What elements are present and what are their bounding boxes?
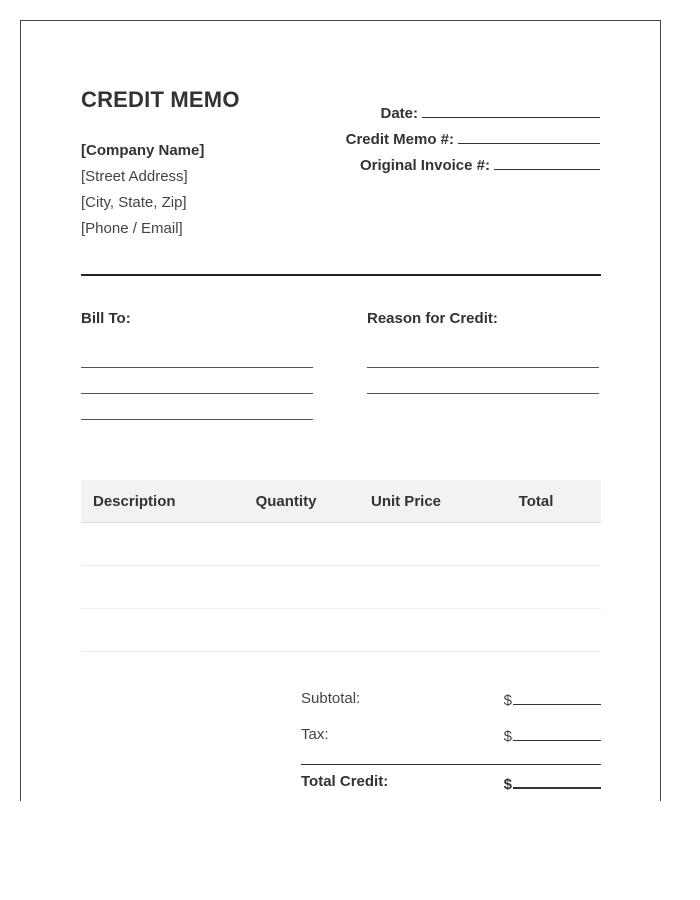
company-name: [Company Name] [81,142,205,159]
document-title: CREDIT MEMO [81,87,240,112]
tax-label: Tax: [301,726,329,743]
reason-line-1[interactable] [367,367,599,368]
totals-divider [301,764,601,765]
original-invoice-field[interactable] [494,155,600,170]
company-street: [Street Address] [81,168,188,185]
bill-to-line-1[interactable] [81,367,313,368]
bill-to-label: Bill To: [81,310,131,327]
subtotal-label: Subtotal: [301,690,361,707]
original-invoice-row [346,153,600,179]
tax-row [301,722,601,758]
bill-to-line-3[interactable] [81,419,313,420]
subtotal-row [301,686,601,722]
reason-label: Reason for Credit: [367,310,498,327]
tax-currency: $ [503,728,512,745]
subtotal-amount [504,690,601,709]
total-credit-label: Total Credit: [301,773,389,790]
col-header-description: Description [93,492,176,510]
company-contact: [Phone / Email] [81,220,183,237]
company-block [81,138,204,242]
memo-number-label: Credit Memo #: [345,131,454,148]
memo-number-field[interactable] [458,129,600,144]
table-header [81,480,601,523]
memo-number-row [346,127,600,153]
subtotal-field[interactable] [513,690,601,705]
table-row[interactable] [81,523,601,566]
total-credit-field[interactable] [513,773,601,789]
col-header-total: Total [518,492,554,510]
table-row[interactable] [81,566,601,609]
header-divider [81,274,601,276]
credit-memo-page [20,20,661,801]
col-header-unit-price: Unit Price [370,492,442,510]
total-credit-currency: $ [503,776,512,793]
date-row [346,101,600,127]
subtotal-currency: $ [503,692,512,709]
table-row[interactable] [81,609,601,652]
tax-amount [504,726,601,745]
total-credit-amount [504,773,601,793]
company-city: [City, State, Zip] [81,194,187,211]
date-field[interactable] [422,103,600,118]
tax-field[interactable] [513,726,601,741]
original-invoice-label: Original Invoice #: [359,157,490,174]
total-credit-row [301,769,601,805]
reason-line-2[interactable] [367,393,599,394]
date-label: Date: [380,105,418,122]
bill-to-line-2[interactable] [81,393,313,394]
col-header-quantity: Quantity [255,492,317,510]
totals-block [301,686,601,805]
items-table [81,480,601,652]
memo-meta-block [346,101,600,179]
